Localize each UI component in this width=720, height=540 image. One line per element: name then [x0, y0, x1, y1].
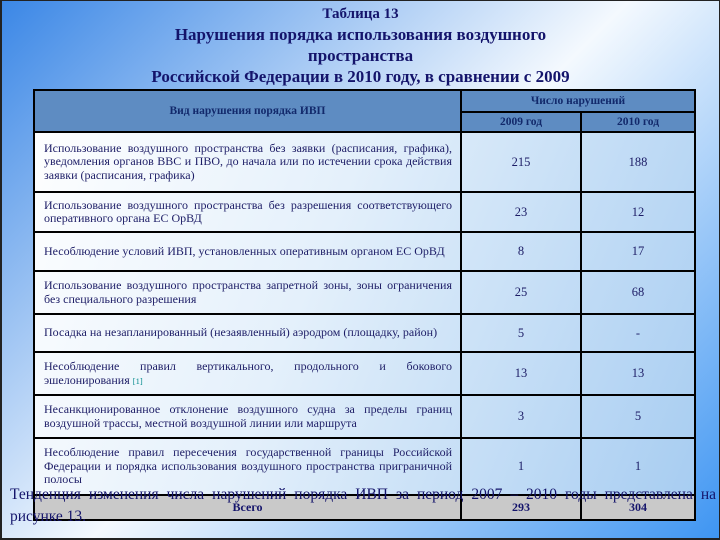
table-row	[34, 314, 695, 352]
footnote-marker: [1]	[132, 375, 143, 386]
total-label-cell: Всего	[34, 495, 461, 520]
violations-table	[33, 89, 696, 521]
column-header-2009: 2009 год	[461, 112, 581, 132]
slide-title: Нарушения порядка использования воздушного пространства	[174, 25, 547, 65]
violation-type-cell: Несоблюдение условий ИВП, установленных оперативным органом ЕС ОрВД	[34, 232, 461, 271]
count-2010-cell: 13	[581, 352, 695, 395]
violation-type-text: Несоблюдение правил вертикального, продольного и бокового эшелонирования	[44, 359, 452, 387]
table-header-row	[34, 90, 695, 112]
table-row	[34, 232, 695, 271]
column-header-violation-type: Вид нарушения порядка ИВП	[34, 90, 461, 132]
violation-type-cell: Несанкционированное отклонение воздушного судна за пределы границ воздушной трассы, местной воздушной линии или маршрута	[34, 395, 461, 438]
count-2009-cell: 8	[461, 232, 581, 271]
title-block	[2, 4, 719, 87]
count-2010-cell: 17	[581, 232, 695, 271]
table-row	[34, 352, 695, 395]
count-2009-cell: 1	[461, 438, 581, 495]
count-2009-cell: 5	[461, 314, 581, 352]
count-2010-cell: 5	[581, 395, 695, 438]
total-2010-cell: 304	[581, 495, 695, 520]
footer-text: Тенденция изменения числа нарушений порядка ИВП за период 2007 – 2010 годы представлена на рисунке 13.	[10, 486, 716, 525]
count-2010-cell: -	[581, 314, 695, 352]
count-2010-cell: 1	[581, 438, 695, 495]
column-group-header-count: Число нарушений	[461, 90, 695, 112]
count-2009-cell: 215	[461, 132, 581, 192]
count-2010-cell: 188	[581, 132, 695, 192]
count-2010-cell: 68	[581, 271, 695, 314]
table-row	[34, 271, 695, 314]
table-number-label: Таблица 13	[322, 6, 399, 22]
count-2009-cell: 25	[461, 271, 581, 314]
table-row	[34, 395, 695, 438]
violation-type-cell: Посадка на незапланированный (незаявленный) аэродром (площадку, район)	[34, 314, 461, 352]
total-2009-cell: 293	[461, 495, 581, 520]
column-header-2010: 2010 год	[581, 112, 695, 132]
table-row	[34, 132, 695, 192]
violation-type-cell: Использование воздушного пространства запретной зоны, зоны ограничения без специального разрешения	[34, 271, 461, 314]
count-2009-cell: 3	[461, 395, 581, 438]
violation-type-cell	[34, 352, 461, 395]
violation-type-cell: Использование воздушного пространства без заявки (расписания, графика), уведомления органов ВВС и ПВО, до начала или по истечении срока действия заявки (расписания, графика)	[34, 132, 461, 192]
table-row	[34, 192, 695, 232]
violation-type-cell: Использование воздушного пространства без разрешения соответствующего оперативного органа ЕС ОрВД	[34, 192, 461, 232]
count-2010-cell: 12	[581, 192, 695, 232]
count-2009-cell: 23	[461, 192, 581, 232]
count-2009-cell: 13	[461, 352, 581, 395]
slide-subtitle: Российской Федерации в 2010 году, в сравнении с 2009	[151, 67, 570, 86]
violation-type-cell: Несоблюдение правил пересечения государственной границы Российской Федерации и порядка использования воздушного пространства приграничной полосы	[34, 438, 461, 495]
